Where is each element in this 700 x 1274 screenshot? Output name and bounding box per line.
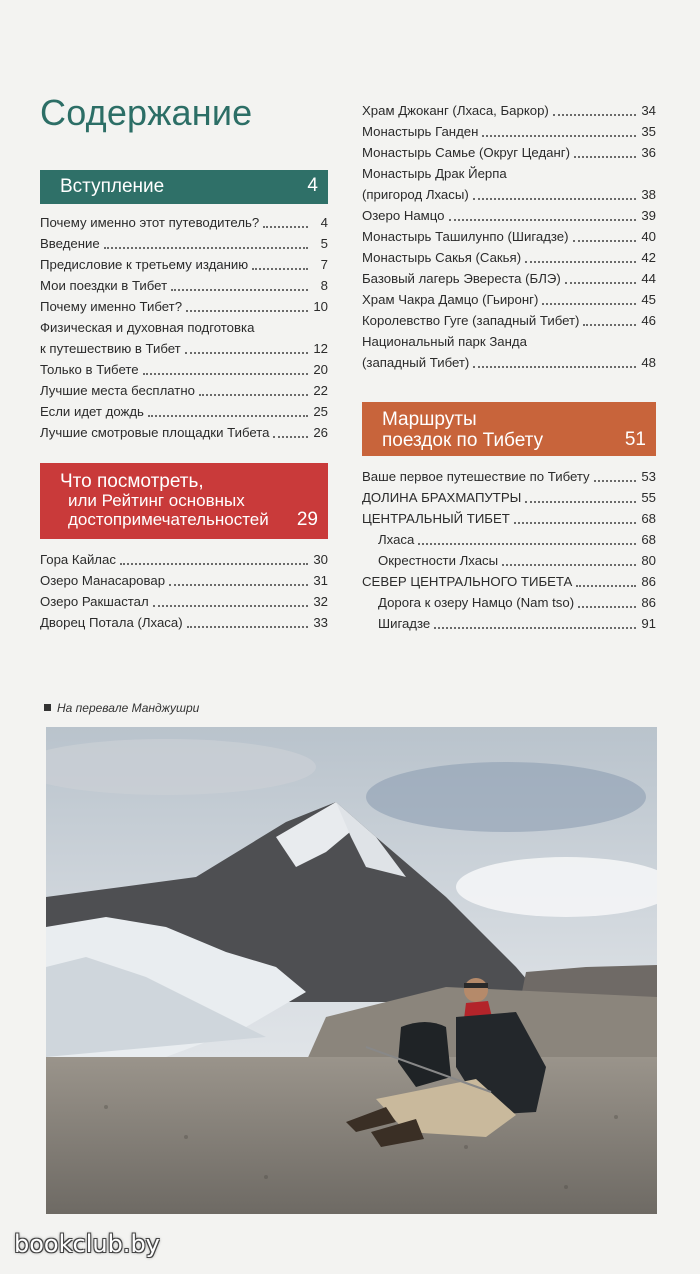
toc-entry-label-cont: (пригород Лхасы) — [362, 187, 469, 202]
toc-entry-label: Только в Тибете — [40, 362, 139, 377]
section-title-line: или Рейтинг основных — [68, 491, 245, 510]
photo-caption-text: На перевале Манджушри — [57, 701, 200, 715]
toc-entry[interactable] — [40, 591, 328, 612]
leader-dots — [169, 584, 308, 586]
toc-entry[interactable] — [40, 233, 328, 254]
toc-entry-label: Шигадзе — [378, 616, 431, 631]
toc-entry-page: 86 — [641, 595, 656, 610]
toc-entry-page: 34 — [641, 103, 656, 118]
toc-entry-page: 30 — [313, 552, 328, 567]
toc-entry-page: 22 — [313, 383, 328, 398]
toc-entry-label: Монастырь Драк Йерпа — [362, 166, 507, 181]
toc-entry-label: Если идет дождь — [40, 404, 144, 419]
toc-entry-label: Монастырь Ташилунпо (Шигадзе) — [362, 229, 569, 244]
toc-entry-label: Королевство Гуге (западный Тибет) — [362, 313, 580, 328]
toc-entry-label: Дорога к озеру Намцо (Nam tso) — [378, 595, 575, 610]
leader-dots — [273, 436, 308, 438]
toc-entry-page: 68 — [641, 511, 656, 526]
section-header-intro[interactable] — [40, 170, 328, 204]
watermark: bookclub.by — [14, 1230, 160, 1258]
leader-dots — [502, 564, 636, 566]
leader-dots — [199, 394, 308, 396]
leader-dots — [553, 114, 636, 116]
toc-entry-page: 40 — [641, 229, 656, 244]
leader-dots — [542, 303, 636, 305]
routes-entries — [362, 466, 656, 634]
mountain-photo-illustration — [46, 727, 657, 1214]
toc-entry-page: 36 — [641, 145, 656, 160]
toc-entry[interactable] — [362, 226, 656, 247]
toc-entry-label: Введение — [40, 236, 100, 251]
toc-entry-page: 33 — [313, 615, 328, 630]
toc-entry[interactable] — [362, 100, 656, 121]
leader-dots — [263, 226, 308, 228]
toc-entry-label: Мои поездки в Тибет — [40, 278, 168, 293]
toc-entry-page: 44 — [641, 271, 656, 286]
section-page-sights: 29 — [296, 509, 318, 530]
toc-entry-page: 7 — [320, 257, 328, 272]
toc-entry-label-cont: (западный Тибет) — [362, 355, 470, 370]
toc-entry-label: Лхаса — [378, 532, 415, 547]
leader-dots — [185, 352, 308, 354]
toc-entry-label: Предисловие к третьему изданию — [40, 257, 249, 272]
section-title-sights — [60, 472, 269, 529]
section-page-routes: 51 — [624, 429, 646, 450]
toc-entry-page: 25 — [313, 404, 328, 419]
toc-entry[interactable] — [40, 317, 328, 359]
toc-entry-page: 46 — [641, 313, 656, 328]
leader-dots — [120, 563, 308, 565]
leader-dots — [171, 289, 308, 291]
toc-entry-label: Озеро Ракшастал — [40, 594, 149, 609]
toc-entry-page: 42 — [641, 250, 656, 265]
toc-entry-page: 39 — [641, 208, 656, 223]
toc-entry-label: Храм Джоканг (Лхаса, Баркор) — [362, 103, 549, 118]
toc-entry-label: Храм Чакра Дамцо (Гьиронг) — [362, 292, 539, 307]
bullet-square-icon — [44, 704, 51, 711]
toc-entry-label: Национальный парк Занда — [362, 334, 527, 349]
toc-entry[interactable] — [40, 549, 328, 570]
toc-entry-page: 86 — [641, 574, 656, 589]
toc-entry-page: 5 — [320, 236, 328, 251]
leader-dots — [578, 606, 636, 608]
toc-entry-label: Базовый лагерь Эвереста (БЛЭ) — [362, 271, 561, 286]
toc-entry[interactable] — [40, 380, 328, 401]
section-header-sights[interactable] — [40, 463, 328, 539]
toc-left-column — [40, 170, 328, 633]
toc-routes-column — [362, 402, 656, 634]
toc-entry-label: Ваше первое путешествие по Тибету — [362, 469, 590, 484]
leader-dots — [418, 543, 636, 545]
toc-entry-page: 35 — [641, 124, 656, 139]
leader-dots — [574, 156, 636, 158]
leader-dots — [252, 268, 308, 270]
toc-entry-page: 48 — [641, 355, 656, 370]
section-title-intro: Вступление — [60, 176, 165, 197]
toc-entry[interactable] — [362, 142, 656, 163]
toc-entry-page: 31 — [313, 573, 328, 588]
toc-entry-page: 20 — [313, 362, 328, 377]
toc-entry-page: 55 — [641, 490, 656, 505]
toc-entry-label: Дворец Потала (Лхаса) — [40, 615, 183, 630]
toc-entry-page: 32 — [313, 594, 328, 609]
toc-entry-label: Озеро Манасаровар — [40, 573, 166, 588]
toc-entry[interactable] — [40, 612, 328, 633]
leader-dots — [434, 627, 636, 629]
toc-entry-label: Лучшие смотровые площадки Тибета — [40, 425, 270, 440]
toc-entry[interactable] — [362, 550, 656, 571]
leader-dots — [525, 501, 636, 503]
toc-entry[interactable] — [362, 121, 656, 142]
toc-entry[interactable] — [40, 275, 328, 296]
toc-right-column — [362, 100, 656, 373]
toc-entry-label: Монастырь Ганден — [362, 124, 479, 139]
toc-entry[interactable] — [362, 466, 656, 487]
section-title-line: поездок по Тибету — [382, 430, 544, 451]
leader-dots — [449, 219, 637, 221]
section-title-line: Что посмотреть, — [60, 471, 204, 492]
photo-caption — [44, 701, 199, 715]
toc-entry-page: 80 — [641, 553, 656, 568]
toc-entry-label-cont: к путешествию в Тибет — [40, 341, 181, 356]
toc-entry[interactable] — [362, 487, 656, 508]
toc-entry-page: 4 — [320, 215, 328, 230]
toc-entry[interactable] — [362, 247, 656, 268]
toc-entry-label: Окрестности Лхасы — [378, 553, 499, 568]
leader-dots — [473, 366, 636, 368]
toc-entry[interactable] — [40, 212, 328, 233]
leader-dots — [153, 605, 308, 607]
toc-entry[interactable] — [362, 571, 656, 592]
toc-entry-label: Почему именно Тибет? — [40, 299, 183, 314]
toc-entry[interactable] — [40, 254, 328, 275]
section-page-intro: 4 — [307, 175, 318, 196]
toc-entry[interactable] — [40, 296, 328, 317]
toc-entry-label: Монастырь Сакья (Сакья) — [362, 250, 522, 265]
toc-entry-label: СЕВЕР ЦЕНТРАЛЬНОГО ТИБЕТА — [362, 574, 573, 589]
toc-entry[interactable] — [40, 401, 328, 422]
toc-entry[interactable] — [40, 359, 328, 380]
leader-dots — [482, 135, 636, 137]
leader-dots — [594, 480, 636, 482]
toc-entry-label: Почему именно этот путеводитель? — [40, 215, 260, 230]
toc-entry[interactable] — [362, 268, 656, 289]
leader-dots — [565, 282, 636, 284]
page-title: Содержание — [40, 92, 253, 133]
toc-entry-page: 68 — [641, 532, 656, 547]
section-title-line: Маршруты — [382, 409, 477, 430]
toc-entry-page: 10 — [313, 299, 328, 314]
toc-entry-label: Гора Кайлас — [40, 552, 116, 567]
toc-entry-page: 45 — [641, 292, 656, 307]
leader-dots — [148, 415, 308, 417]
toc-entry[interactable] — [40, 570, 328, 591]
toc-entry[interactable] — [362, 331, 656, 373]
leader-dots — [186, 310, 308, 312]
toc-entry[interactable] — [362, 508, 656, 529]
section-title-routes — [382, 409, 543, 451]
toc-entry-page: 38 — [641, 187, 656, 202]
leader-dots — [104, 247, 308, 249]
toc-entry[interactable] — [362, 592, 656, 613]
leader-dots — [143, 373, 308, 375]
toc-entry-page: 26 — [313, 425, 328, 440]
leader-dots — [573, 240, 636, 242]
leader-dots — [525, 261, 636, 263]
toc-entry-label: ДОЛИНА БРАХМАПУТРЫ — [362, 490, 522, 505]
toc-entry-label: Лучшие места бесплатно — [40, 383, 195, 398]
sights-entries-left — [40, 549, 328, 633]
toc-entry-label: ЦЕНТРАЛЬНЫЙ ТИБЕТ — [362, 511, 510, 526]
toc-entry[interactable] — [362, 289, 656, 310]
toc-entry-page: 91 — [641, 616, 656, 631]
toc-entry[interactable] — [362, 310, 656, 331]
toc-entry[interactable] — [362, 613, 656, 634]
toc-entry-label: Физическая и духовная подготовка — [40, 320, 255, 335]
toc-entry[interactable] — [362, 529, 656, 550]
toc-entry[interactable] — [40, 422, 328, 443]
leader-dots — [473, 198, 636, 200]
leader-dots — [187, 626, 308, 628]
toc-entry[interactable] — [362, 205, 656, 226]
section-header-routes[interactable] — [362, 402, 656, 456]
toc-entry-page: 12 — [313, 341, 328, 356]
leader-dots — [583, 324, 636, 326]
mountain-photo — [46, 727, 657, 1214]
toc-entry-label: Монастырь Самье (Округ Цеданг) — [362, 145, 570, 160]
section-title-line: достопримечательностей — [68, 510, 269, 529]
toc-entry-page: 8 — [320, 278, 328, 293]
leader-dots — [514, 522, 636, 524]
toc-entry-label: Озеро Намцо — [362, 208, 445, 223]
toc-entry[interactable] — [362, 163, 656, 205]
intro-entries — [40, 212, 328, 443]
leader-dots — [576, 585, 636, 587]
toc-entry-page: 53 — [641, 469, 656, 484]
